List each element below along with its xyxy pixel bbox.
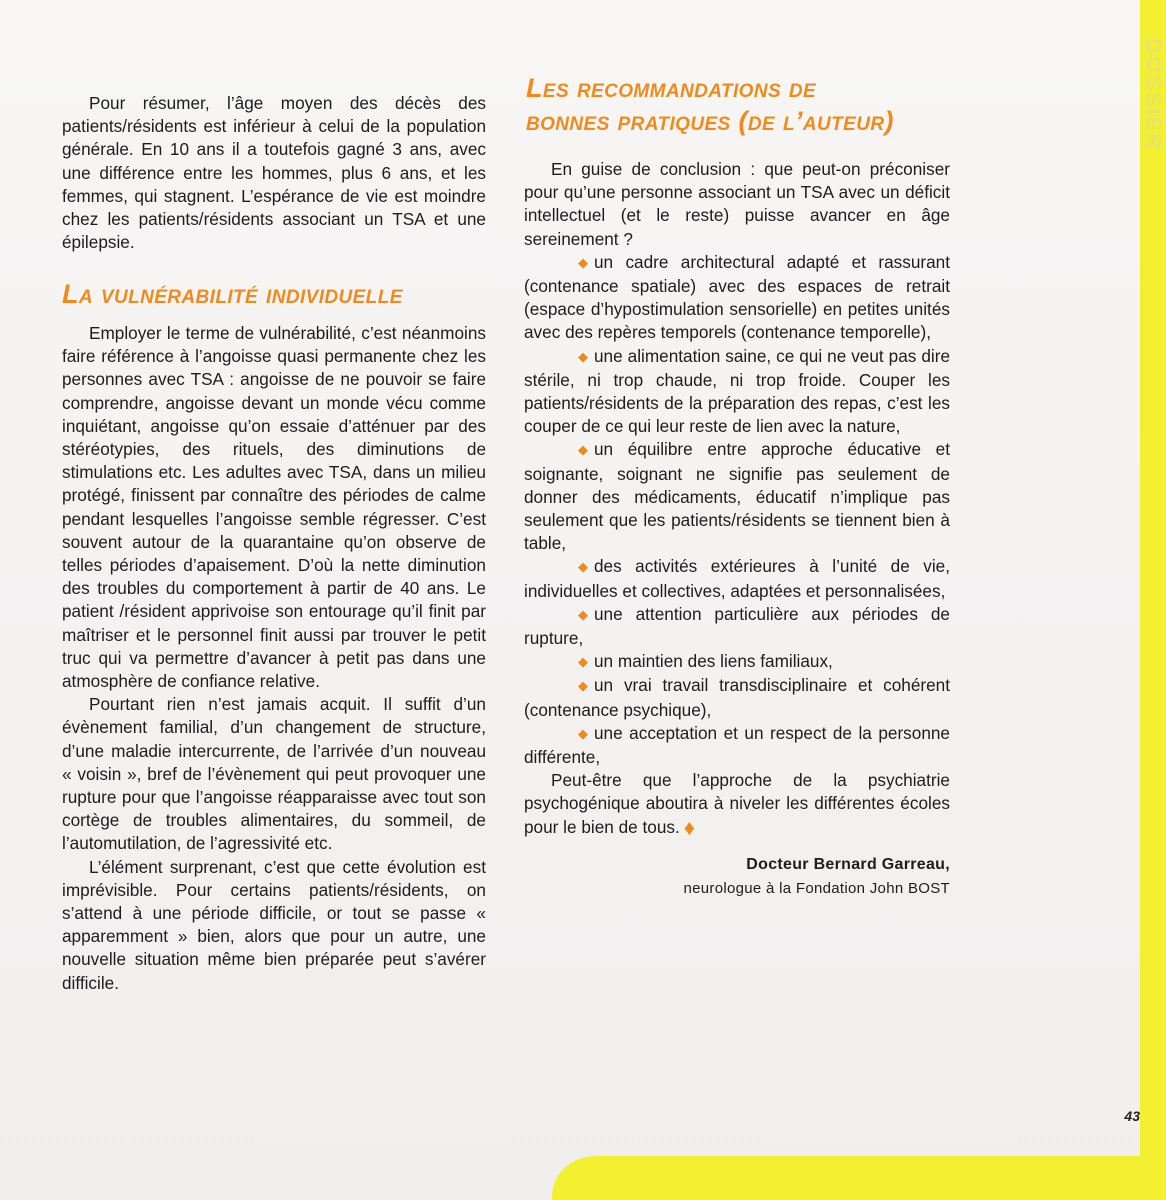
intro-paragraph: En guise de conclusion : que peut-on préconiser pour qu’une personne associant un TSA avec un déficit intellectuel (et le reste) puisse avancer en âge sereinement ? bbox=[524, 159, 950, 249]
author-title: neurologue à la Fondation John BOST bbox=[683, 880, 950, 897]
section-tab-label: DOSSIER bbox=[1141, 38, 1166, 152]
bullet-item: ◆ un cadre architectural adapté et rassurant (contenance spatiale) avec des espaces de retrait (espace d’hypostimulation sensorielle) en petites unités avec des repères temporels (contenance temporelle), bbox=[524, 251, 950, 343]
bullet-item: ◆ un maintien des liens familiaux, bbox=[524, 650, 950, 674]
diamond-bullet-icon: ◆ bbox=[578, 559, 588, 575]
body-paragraph: L’élément surprenant, c’est que cette évolution est imprévisible. Pour certains patients/résidents, on s’attend à une période difficile, or tout se passe « apparemment » bien, alors que pour un autre, une nouvelle situation même bien préparée peut s’avérer difficile. bbox=[62, 856, 486, 993]
yellow-bottom-band bbox=[552, 1156, 1166, 1200]
diamond-bullet-icon: ◆ bbox=[578, 725, 588, 741]
body-paragraph: Pourtant rien n’est jamais acquit. Il suffit d’un évènement familial, d’un changement de structure, d’une maladie intercurrente, de l’arrivée d’un nouveau « voisin », bref de l’évènement qui peut provoquer une rupture pour que l’angoisse réapparaisse avec tout son cortège de troubles alimentaires, du sommeil, de l’automutilation, de l’agressivité etc. bbox=[62, 694, 486, 854]
left-column bbox=[62, 92, 486, 254]
heading-line: Les recommandations de bbox=[526, 73, 817, 103]
bullet-item: ◆ un équilibre entre approche éducative et soignante, soignant ne signifie pas seulement de donner des médicaments, éducatif n’implique pas seulement que les patients/résidents se tiennent bien à table, bbox=[524, 439, 950, 554]
left-column-body bbox=[62, 322, 486, 995]
right-column bbox=[524, 158, 950, 839]
diamond-bullet-icon: ◆ bbox=[578, 678, 588, 694]
diamond-bullet-icon: ◆ bbox=[578, 254, 588, 270]
body-paragraph: Employer le terme de vulnérabilité, c’est néanmoins faire référence à l’angoisse quasi permanente chez les personnes avec TSA : angoisse de ne pouvoir se faire comprendre, angoisse devant un monde vécu comme inquiétant, angoisse qu’on essaie d’atténuer par des stéréotypies, des rituels, des diminutions de stimulations etc. Les adultes avec TSA, dans un milieu protégé, finissent par connaître des périodes de calme pendant lesquelles l’angoisse semble régresser. C’est souvent autour de la quarantaine qu’on observe de telles périodes d’apaisement. D’où la nette diminution des troubles du comportement à partir de 40 ans. Le patient /résident apprivoise son entourage qu’il finit par maîtriser et le personnel finit aussi par trouver le petit truc qui va permettre d’avancer à petit pas dans une atmosphère de confiance relative. bbox=[62, 323, 486, 692]
page-number: 43 bbox=[1124, 1108, 1140, 1124]
author-name: Docteur Bernard Garreau, bbox=[746, 856, 950, 873]
heading-line: bonnes pratiques (de l’auteur) bbox=[526, 106, 894, 136]
diamond-bullet-icon: ◆ bbox=[578, 442, 588, 458]
conclusion-paragraph: Peut-être que l’approche de la psychiatrie psychogénique aboutira à niveler les différentes écoles pour le bien de tous. ♦ bbox=[524, 770, 950, 840]
section-heading-recommendations bbox=[526, 72, 966, 138]
bullet-item: ◆ une acceptation et un respect de la personne différente, bbox=[524, 722, 950, 768]
bullet-item: ◆ une alimentation saine, ce qui ne veut pas dire stérile, ni trop chaude, ni trop froide. Couper les patients/résidents de la préparation des repas, c’est les couper de ce qui leur reste de lien avec la nature, bbox=[524, 345, 950, 437]
bullet-item: ◆ une attention particulière aux périodes de rupture, bbox=[524, 603, 950, 649]
section-tab bbox=[1140, 0, 1166, 190]
diamond-bullet-icon: ◆ bbox=[578, 606, 588, 622]
intro-paragraph: Pour résumer, l’âge moyen des décès des patients/résidents est inférieur à celui de la population générale. En 10 ans il a toutefois gagné 3 ans, avec une différence entre les hommes, plus 6 ans, et les femmes, qui stagnent. L’espérance de vie est moindre chez les patients/résidents associant un TSA et une épilepsie. bbox=[62, 93, 486, 253]
diamond-bullet-icon: ◆ bbox=[578, 654, 588, 670]
bullet-item: ◆ un vrai travail transdisciplinaire et cohérent (contenance psychique), bbox=[524, 675, 950, 720]
bullet-item: ◆ des activités extérieures à l’unité de vie, individuelles et collectives, adaptées et personnalisées, bbox=[524, 556, 950, 601]
diamond-bullet-icon: ◆ bbox=[578, 348, 588, 364]
section-heading-vulnerability: La vulnérabilité individuelle bbox=[62, 279, 403, 309]
end-diamond-icon: ♦ bbox=[683, 814, 695, 840]
